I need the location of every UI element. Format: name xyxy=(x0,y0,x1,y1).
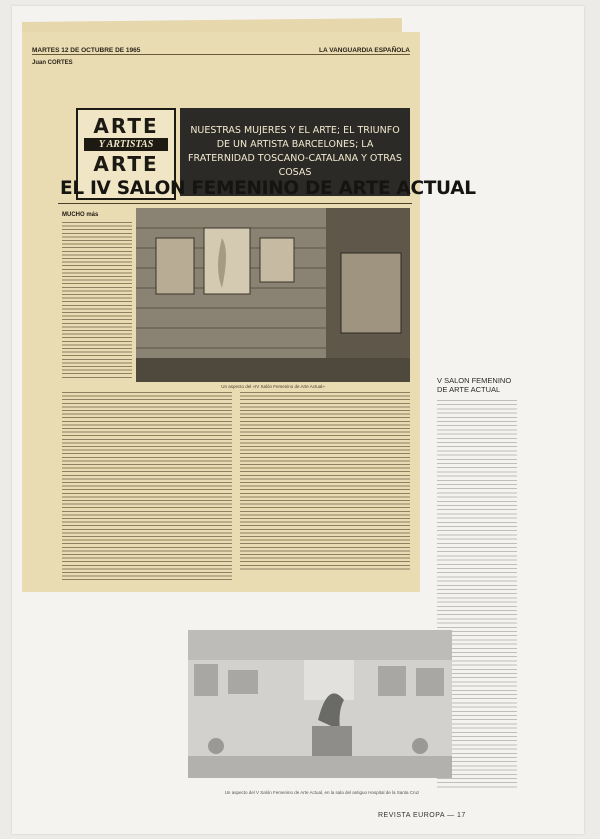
side-article-title: V SALON FEMENINO DE ARTE ACTUAL xyxy=(437,376,512,394)
subheadline: NUESTRAS MUJERES Y EL ARTE; EL TRIUNFO DE UN ARTISTA BARCELONES; LA FRATERNIDAD TOSCANO-CATALANA Y OTRAS COSAS xyxy=(180,108,410,196)
clipping-date: MARTES 12 DE OCTUBRE DE 1965 xyxy=(32,47,141,54)
clipping-newspaper: LA VANGUARDIA ESPAÑOLA xyxy=(319,47,410,54)
article-text-column-2 xyxy=(240,392,410,570)
article-dropcap: MUCHO más xyxy=(62,212,99,218)
bottom-photo-caption: Un aspecto del V Salón Femenino de Arte Actual, en la sala del antiguo Hospital de la Santa Cruz xyxy=(224,790,420,795)
page-footer: REVISTA EUROPA — 17 xyxy=(378,812,466,819)
exhibition-photo xyxy=(136,208,410,382)
clipping-header xyxy=(32,40,410,55)
exhibition-photo-caption: Un aspecto del «IV Salón Femenino de Arte Actual» xyxy=(221,384,325,389)
article-text-column-1 xyxy=(62,392,232,582)
logo-word-bottom: ARTE xyxy=(93,152,159,176)
clipping-author: Juan CORTES xyxy=(32,60,73,66)
article-headline: EL IV SALON FEMENINO DE ARTE ACTUAL xyxy=(60,178,476,199)
headline-rule xyxy=(58,203,412,204)
bottom-exhibition-photo-image xyxy=(188,630,452,778)
article-text-column-left xyxy=(62,222,132,380)
exhibition-photo-image xyxy=(136,208,410,382)
logo-word-top: ARTE xyxy=(93,114,159,138)
bottom-exhibition-photo xyxy=(188,630,452,778)
logo-word-middle: Y ARTISTAS xyxy=(84,138,168,151)
